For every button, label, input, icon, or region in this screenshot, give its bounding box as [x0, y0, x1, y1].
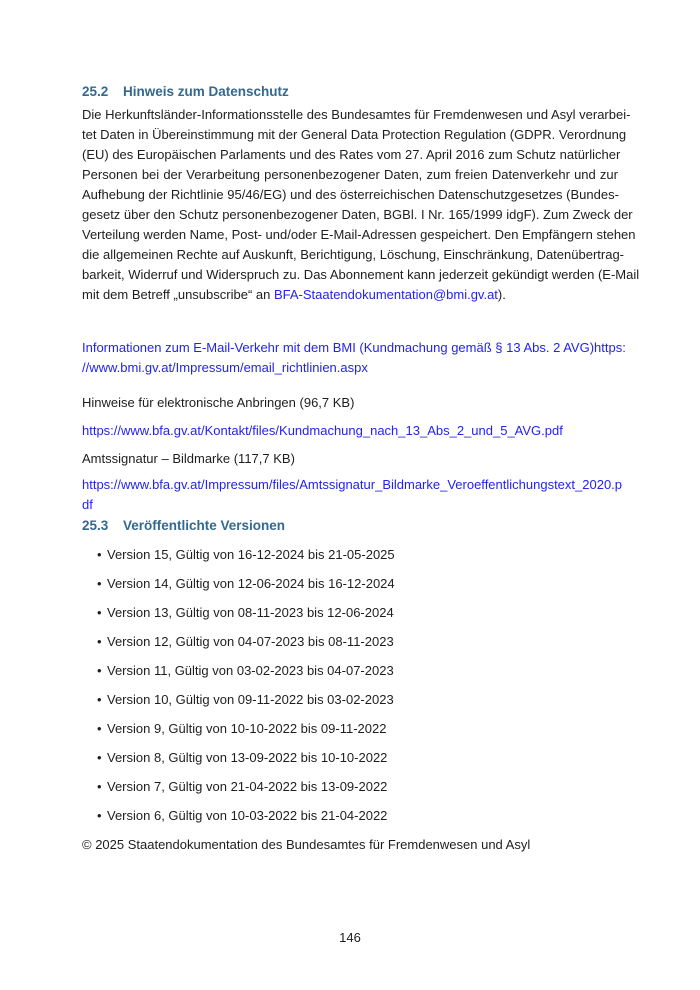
bullet-marker: •	[97, 576, 102, 591]
bmi-email-info-link-block	[82, 338, 626, 378]
paragraph-line: Die Herkunftsländer-Informationsstelle des Bundesamtes für Fremdenwesen und Asyl verarbei-	[82, 107, 631, 122]
version-label: Version 10, Gültig von 09-11-2022 bis 03-02-2023	[107, 692, 394, 707]
version-list-item	[82, 690, 618, 710]
version-list	[82, 545, 618, 826]
version-list-item	[82, 574, 618, 594]
page-content	[82, 0, 640, 855]
paragraph-line: die allgemeinen Rechte auf Auskunft, Berichtigung, Löschung, Einschränkung, Datenübertrag-	[82, 247, 625, 262]
email-link[interactable]: BFA-Staatendokumentation@bmi.gv.at	[273, 287, 498, 302]
version-label: Version 9, Gültig von 10-10-2022 bis 09-11-2022	[107, 721, 387, 736]
hinweise-label: Hinweise für elektronische Anbringen (96,7 KB)	[82, 395, 355, 410]
section-heading-datenschutz	[82, 85, 618, 99]
amtssignatur-pdf-link-line2[interactable]: df	[82, 497, 93, 512]
bullet-marker: •	[97, 692, 102, 707]
version-list-item	[82, 545, 618, 565]
version-label: Version 7, Gültig von 21-04-2022 bis 13-09-2022	[107, 779, 388, 794]
bullet-marker: •	[97, 663, 102, 678]
version-label: Version 12, Gültig von 04-07-2023 bis 08-11-2023	[107, 634, 394, 649]
paragraph-line: tet Daten in Übereinstimmung mit der General Data Protection Regulation (GDPR. Verordnung	[82, 127, 627, 142]
version-label: Version 6, Gültig von 10-03-2022 bis 21-04-2022	[107, 808, 388, 823]
version-list-item	[82, 777, 618, 797]
paragraph-line: Personen bei der Verarbeitung personenbezogener Daten, zum freien Datenverkehr und zur	[82, 167, 618, 182]
paragraph-line: (EU) des Europäischen Parlaments und des Rates vom 27. April 2016 zum Schutz natürlicher	[82, 147, 621, 162]
version-list-item	[82, 806, 618, 826]
version-label: Version 11, Gültig von 03-02-2023 bis 04-07-2023	[107, 663, 394, 678]
version-label: Version 15, Gültig von 16-12-2024 bis 21-05-2025	[107, 547, 395, 562]
bullet-marker: •	[97, 808, 102, 823]
section-number: 25.3	[82, 518, 109, 533]
bullet-marker: •	[97, 605, 102, 620]
amtssignatur-pdf-link-block	[82, 475, 623, 515]
bmi-info-link-line2[interactable]: //www.bmi.gv.at/Impressum/email_richtlinien.aspx	[82, 360, 368, 375]
bullet-marker: •	[97, 779, 102, 794]
section-title: Veröffentlichte Versionen	[123, 518, 286, 533]
paragraph-line: gesetz über den Schutz personenbezogener Daten, BGBl. I Nr. 165/1999 idgF). Zum Zweck der	[82, 207, 633, 222]
paragraph-text: mit dem Betreff „unsubscribe“ an	[82, 287, 274, 302]
paragraph-text: ).	[497, 287, 506, 302]
bullet-marker: •	[97, 634, 102, 649]
paragraph-line: Verteilung werden Name, Post- und/oder E-Mail-Adressen gespeichert. Den Empfängern stehen	[82, 227, 636, 242]
version-list-item	[82, 748, 618, 768]
kundmachung-pdf-link[interactable]: https://www.bfa.gv.at/Kontakt/files/Kundmachung_nach_13_Abs_2_und_5_AVG.pdf	[82, 423, 563, 438]
paragraph-line: Aufhebung der Richtlinie 95/46/EG) und des österreichischen Datenschutzgesetzes (Bundes-	[82, 187, 619, 202]
version-list-item	[82, 603, 618, 623]
bullet-marker: •	[97, 750, 102, 765]
version-label: Version 14, Gültig von 12-06-2024 bis 16-12-2024	[107, 576, 395, 591]
section-heading-versionen	[82, 519, 618, 533]
section-number: 25.2	[82, 84, 109, 99]
datenschutz-paragraph	[82, 105, 640, 305]
version-list-item	[82, 719, 618, 739]
amtssignatur-label: Amtssignatur – Bildmarke (117,7 KB)	[82, 451, 295, 466]
bmi-info-link-line1[interactable]: Informationen zum E-Mail-Verkehr mit dem BMI (Kundmachung gemäß § 13 Abs. 2 AVG)https:	[82, 340, 626, 355]
version-list-item	[82, 661, 618, 681]
section-title: Hinweis zum Datenschutz	[123, 84, 289, 99]
copyright-line: © 2025 Staatendokumentation des Bundesamtes für Fremdenwesen und Asyl	[82, 837, 531, 852]
version-label: Version 13, Gültig von 08-11-2023 bis 12-06-2024	[107, 605, 394, 620]
version-label: Version 8, Gültig von 13-09-2022 bis 10-10-2022	[107, 750, 388, 765]
bullet-marker: •	[97, 547, 102, 562]
paragraph-last-line	[82, 285, 618, 305]
bullet-marker: •	[97, 721, 102, 736]
version-list-item	[82, 632, 618, 652]
page-number: 146	[339, 930, 361, 945]
paragraph-line: barkeit, Widerruf und Widerspruch zu. Das Abonnement kann jederzeit gekündigt werden (E-Mail	[82, 267, 640, 282]
amtssignatur-pdf-link-line1[interactable]: https://www.bfa.gv.at/Impressum/files/Amtssignatur_Bildmarke_Veroeffentlichungstext_2020.p	[82, 477, 623, 492]
